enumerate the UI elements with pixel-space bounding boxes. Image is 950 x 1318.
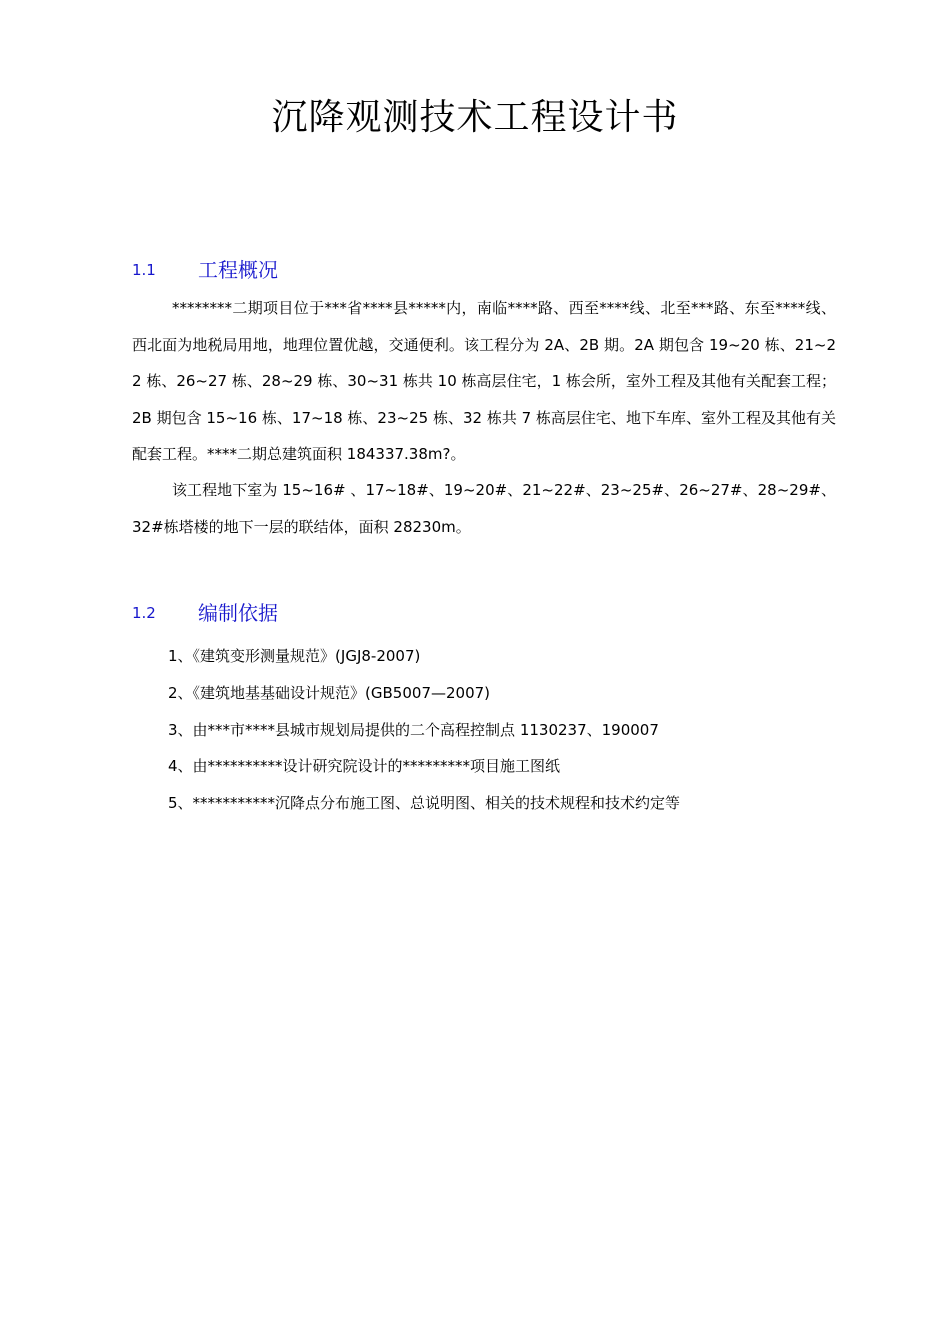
list-item: 4、由**********设计研究院设计的*********项目施工图纸 <box>168 757 561 776</box>
list-item: 1、《建筑变形测量规范》(JGJ8-2007) <box>168 647 421 665</box>
basis-list <box>168 638 680 822</box>
overview-paragraph-1: ********二期项目位于***省****县*****内，南临****路、西至****线、北至***路、东至****线、西北面为地税局用地，地理位置优越，交通便利。该工程分为 2A、2B 期。2A 期包含 19~20 栋、21~22 栋、26~27 栋、28~29 栋、30~31 栋共 10 栋高层住宅，1 栋会所，室外工程及其他有关配套工程；2B 期包含 15~16 栋、17~18 栋、23~25 栋、32 栋共 7 栋高层住宅、地下车库、室外工程及其他有关配套工程。****二期总建筑面积 184337.38m?。 <box>132 299 836 463</box>
section-number: 1.1 <box>132 261 156 279</box>
section-title: 编制依据 <box>198 601 278 625</box>
list-item: 2、《建筑地基基础设计规范》(GB5007—2007) <box>168 683 491 702</box>
list-item: 5、***********沉降点分布施工图、总说明图、相关的技术规程和技术约定等 <box>168 794 681 813</box>
list-item: 3、由***市****县城市规划局提供的二个高程控制点 1130237、190007 <box>168 720 659 739</box>
section-number: 1.2 <box>132 604 156 622</box>
document-title: 沉降观测技术工程设计书 <box>271 97 679 138</box>
section-title: 工程概况 <box>198 258 278 282</box>
overview-paragraph-2: 该工程地下室为 15~16# 、17~18#、19~20#、21~22#、23~25#、26~27#、28~29#、32#栋塔楼的地下一层的联结体，面积 28230m。 <box>132 481 836 536</box>
